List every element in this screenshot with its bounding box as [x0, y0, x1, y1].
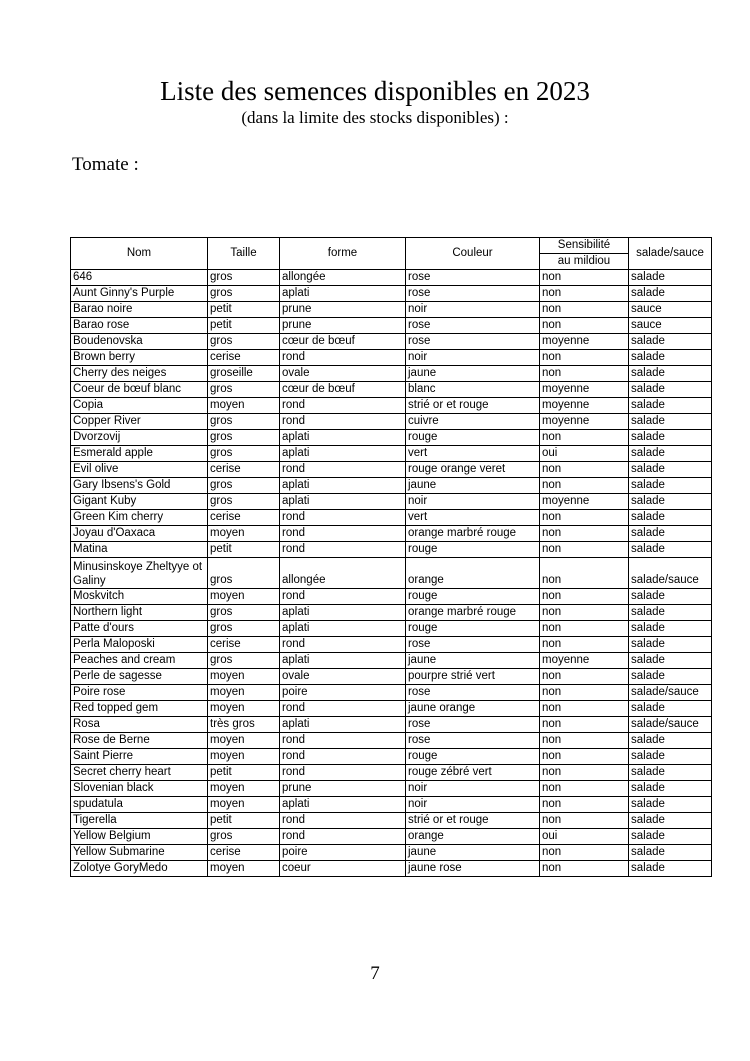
cell-usage: salade: [629, 765, 712, 781]
cell-usage: salade: [629, 382, 712, 398]
cell-taille: cerise: [208, 350, 280, 366]
table-row: [71, 382, 712, 398]
cell-couleur: rose: [406, 286, 540, 302]
cell-couleur: vert: [406, 446, 540, 462]
cell-taille: moyen: [208, 781, 280, 797]
cell-usage: salade: [629, 526, 712, 542]
cell-forme: allongée: [280, 558, 406, 589]
cell-couleur: noir: [406, 350, 540, 366]
cell-couleur: strié or et rouge: [406, 813, 540, 829]
table-row: [71, 542, 712, 558]
cell-nom: Gigant Kuby: [71, 494, 208, 510]
cell-forme: rond: [280, 637, 406, 653]
cell-mildiou: moyenne: [540, 494, 629, 510]
table-row: [71, 318, 712, 334]
cell-mildiou: oui: [540, 446, 629, 462]
cell-forme: cœur de bœuf: [280, 382, 406, 398]
cell-nom: Minusinskoye Zheltyye ot Galiny: [71, 558, 208, 589]
cell-couleur: orange marbré rouge: [406, 605, 540, 621]
cell-couleur: orange marbré rouge: [406, 526, 540, 542]
cell-couleur: rose: [406, 733, 540, 749]
table-row: [71, 558, 712, 589]
page-number: 7: [370, 963, 380, 984]
cell-forme: aplati: [280, 605, 406, 621]
cell-nom: Brown berry: [71, 350, 208, 366]
cell-forme: rond: [280, 749, 406, 765]
cell-taille: gros: [208, 829, 280, 845]
cell-mildiou: non: [540, 510, 629, 526]
cell-couleur: rouge zébré vert: [406, 765, 540, 781]
table-row: [71, 302, 712, 318]
cell-taille: petit: [208, 542, 280, 558]
cell-mildiou: non: [540, 797, 629, 813]
cell-couleur: rose: [406, 270, 540, 286]
cell-usage: salade: [629, 494, 712, 510]
cell-nom: Matina: [71, 542, 208, 558]
cell-forme: prune: [280, 318, 406, 334]
cell-couleur: rose: [406, 318, 540, 334]
cell-couleur: jaune: [406, 366, 540, 382]
cell-taille: moyen: [208, 669, 280, 685]
cell-taille: moyen: [208, 526, 280, 542]
cell-usage: salade: [629, 845, 712, 861]
cell-forme: prune: [280, 302, 406, 318]
cell-mildiou: non: [540, 717, 629, 733]
cell-forme: aplati: [280, 494, 406, 510]
table-row: [71, 494, 712, 510]
cell-forme: rond: [280, 542, 406, 558]
cell-usage: salade: [629, 462, 712, 478]
cell-mildiou: non: [540, 526, 629, 542]
table-row: [71, 637, 712, 653]
cell-forme: rond: [280, 510, 406, 526]
cell-taille: moyen: [208, 861, 280, 877]
header-usage: salade/sauce: [629, 238, 712, 270]
cell-nom: Saint Pierre: [71, 749, 208, 765]
table-row: [71, 430, 712, 446]
cell-couleur: rouge: [406, 621, 540, 637]
cell-couleur: vert: [406, 510, 540, 526]
cell-mildiou: non: [540, 270, 629, 286]
cell-mildiou: non: [540, 621, 629, 637]
cell-nom: Copia: [71, 398, 208, 414]
cell-usage: sauce: [629, 318, 712, 334]
cell-taille: cerise: [208, 462, 280, 478]
cell-forme: ovale: [280, 366, 406, 382]
cell-couleur: blanc: [406, 382, 540, 398]
cell-couleur: rose: [406, 717, 540, 733]
cell-taille: groseille: [208, 366, 280, 382]
cell-nom: Cherry des neiges: [71, 366, 208, 382]
table-row: [71, 462, 712, 478]
cell-forme: rond: [280, 350, 406, 366]
cell-nom: Yellow Belgium: [71, 829, 208, 845]
cell-couleur: rose: [406, 334, 540, 350]
cell-nom: Barao noire: [71, 302, 208, 318]
table-row: [71, 605, 712, 621]
seed-table: [70, 237, 712, 877]
cell-nom: Boudenovska: [71, 334, 208, 350]
cell-usage: salade: [629, 398, 712, 414]
cell-forme: aplati: [280, 717, 406, 733]
cell-taille: gros: [208, 286, 280, 302]
table-body: [71, 270, 712, 877]
cell-usage: salade: [629, 829, 712, 845]
cell-forme: ovale: [280, 669, 406, 685]
table-row: [71, 717, 712, 733]
cell-forme: rond: [280, 701, 406, 717]
cell-mildiou: non: [540, 558, 629, 589]
cell-mildiou: moyenne: [540, 398, 629, 414]
cell-taille: moyen: [208, 797, 280, 813]
table-header: [71, 238, 712, 270]
cell-taille: petit: [208, 765, 280, 781]
cell-couleur: orange: [406, 558, 540, 589]
cell-taille: gros: [208, 621, 280, 637]
header-couleur: Couleur: [406, 238, 540, 270]
cell-nom: Esmerald apple: [71, 446, 208, 462]
cell-nom: Northern light: [71, 605, 208, 621]
cell-forme: poire: [280, 845, 406, 861]
cell-forme: aplati: [280, 653, 406, 669]
cell-nom: Secret cherry heart: [71, 765, 208, 781]
header-nom: Nom: [71, 238, 208, 270]
cell-mildiou: moyenne: [540, 653, 629, 669]
cell-forme: aplati: [280, 286, 406, 302]
cell-usage: salade: [629, 861, 712, 877]
cell-usage: salade: [629, 669, 712, 685]
table-row: [71, 861, 712, 877]
cell-nom: Zolotye GoryMedo: [71, 861, 208, 877]
cell-usage: salade: [629, 414, 712, 430]
cell-mildiou: non: [540, 637, 629, 653]
cell-mildiou: non: [540, 701, 629, 717]
cell-mildiou: non: [540, 318, 629, 334]
cell-nom: Barao rose: [71, 318, 208, 334]
cell-couleur: rouge: [406, 589, 540, 605]
cell-taille: gros: [208, 605, 280, 621]
table-row: [71, 334, 712, 350]
cell-couleur: noir: [406, 781, 540, 797]
cell-nom: Slovenian black: [71, 781, 208, 797]
cell-usage: salade: [629, 637, 712, 653]
cell-usage: salade: [629, 510, 712, 526]
table-row: [71, 781, 712, 797]
table-row: [71, 350, 712, 366]
cell-taille: moyen: [208, 398, 280, 414]
cell-nom: Yellow Submarine: [71, 845, 208, 861]
cell-usage: salade: [629, 286, 712, 302]
cell-usage: salade: [629, 733, 712, 749]
cell-couleur: noir: [406, 302, 540, 318]
cell-forme: rond: [280, 526, 406, 542]
cell-forme: aplati: [280, 797, 406, 813]
cell-mildiou: non: [540, 605, 629, 621]
cell-usage: salade: [629, 270, 712, 286]
cell-couleur: strié or et rouge: [406, 398, 540, 414]
cell-mildiou: moyenne: [540, 334, 629, 350]
cell-mildiou: moyenne: [540, 382, 629, 398]
cell-nom: 646: [71, 270, 208, 286]
cell-usage: salade: [629, 350, 712, 366]
cell-usage: salade: [629, 653, 712, 669]
table-row: [71, 366, 712, 382]
cell-forme: rond: [280, 398, 406, 414]
header-forme: forme: [280, 238, 406, 270]
cell-couleur: jaune orange: [406, 701, 540, 717]
cell-couleur: jaune: [406, 478, 540, 494]
table-row: [71, 653, 712, 669]
cell-mildiou: moyenne: [540, 414, 629, 430]
header-mildiou: au mildiou: [540, 254, 629, 270]
cell-usage: salade/sauce: [629, 685, 712, 701]
table-row: [71, 733, 712, 749]
cell-mildiou: non: [540, 542, 629, 558]
cell-nom: Copper River: [71, 414, 208, 430]
cell-forme: cœur de bœuf: [280, 334, 406, 350]
cell-taille: petit: [208, 318, 280, 334]
cell-usage: salade: [629, 797, 712, 813]
cell-forme: aplati: [280, 430, 406, 446]
cell-usage: salade/sauce: [629, 558, 712, 589]
cell-usage: salade: [629, 701, 712, 717]
cell-forme: rond: [280, 462, 406, 478]
cell-mildiou: non: [540, 478, 629, 494]
cell-couleur: jaune: [406, 845, 540, 861]
cell-forme: aplati: [280, 446, 406, 462]
cell-taille: gros: [208, 446, 280, 462]
cell-forme: coeur: [280, 861, 406, 877]
cell-taille: gros: [208, 478, 280, 494]
cell-nom: Rosa: [71, 717, 208, 733]
table-row: [71, 621, 712, 637]
cell-forme: poire: [280, 685, 406, 701]
table-row: [71, 446, 712, 462]
cell-nom: Rose de Berne: [71, 733, 208, 749]
table-row: [71, 829, 712, 845]
cell-taille: cerise: [208, 845, 280, 861]
cell-taille: petit: [208, 302, 280, 318]
cell-taille: gros: [208, 382, 280, 398]
cell-nom: spudatula: [71, 797, 208, 813]
header-sensibilite: Sensibilité: [540, 238, 629, 254]
cell-nom: Dvorzovij: [71, 430, 208, 446]
cell-usage: salade: [629, 446, 712, 462]
cell-nom: Red topped gem: [71, 701, 208, 717]
cell-couleur: rouge: [406, 542, 540, 558]
cell-taille: gros: [208, 494, 280, 510]
table-row: [71, 845, 712, 861]
cell-usage: salade/sauce: [629, 717, 712, 733]
cell-nom: Peaches and cream: [71, 653, 208, 669]
cell-mildiou: non: [540, 286, 629, 302]
cell-nom: Gary Ibsens's Gold: [71, 478, 208, 494]
cell-mildiou: non: [540, 845, 629, 861]
cell-usage: salade: [629, 813, 712, 829]
cell-mildiou: non: [540, 749, 629, 765]
cell-nom: Tigerella: [71, 813, 208, 829]
cell-forme: rond: [280, 589, 406, 605]
cell-mildiou: non: [540, 813, 629, 829]
cell-taille: moyen: [208, 733, 280, 749]
cell-forme: rond: [280, 414, 406, 430]
cell-usage: salade: [629, 478, 712, 494]
cell-couleur: rose: [406, 637, 540, 653]
cell-nom: Joyau d'Oaxaca: [71, 526, 208, 542]
cell-forme: prune: [280, 781, 406, 797]
cell-forme: rond: [280, 765, 406, 781]
cell-nom: Perle de sagesse: [71, 669, 208, 685]
page-subtitle: (dans la limite des stocks disponibles) :: [241, 108, 509, 127]
cell-taille: moyen: [208, 749, 280, 765]
cell-mildiou: non: [540, 733, 629, 749]
cell-taille: moyen: [208, 701, 280, 717]
cell-couleur: noir: [406, 797, 540, 813]
cell-couleur: rouge orange veret: [406, 462, 540, 478]
cell-couleur: rouge: [406, 430, 540, 446]
table-row: [71, 270, 712, 286]
cell-couleur: cuivre: [406, 414, 540, 430]
cell-taille: cerise: [208, 510, 280, 526]
table-row: [71, 765, 712, 781]
cell-usage: salade: [629, 430, 712, 446]
cell-taille: cerise: [208, 637, 280, 653]
cell-forme: aplati: [280, 478, 406, 494]
cell-taille: très gros: [208, 717, 280, 733]
table-row: [71, 510, 712, 526]
table-row: [71, 701, 712, 717]
cell-mildiou: non: [540, 589, 629, 605]
table-row: [71, 813, 712, 829]
cell-nom: Evil olive: [71, 462, 208, 478]
cell-nom: Moskvitch: [71, 589, 208, 605]
cell-nom: Patte d'ours: [71, 621, 208, 637]
cell-forme: aplati: [280, 621, 406, 637]
table-row: [71, 685, 712, 701]
cell-forme: rond: [280, 733, 406, 749]
cell-couleur: jaune rose: [406, 861, 540, 877]
cell-couleur: rose: [406, 685, 540, 701]
cell-usage: salade: [629, 542, 712, 558]
cell-mildiou: non: [540, 302, 629, 318]
cell-couleur: jaune: [406, 653, 540, 669]
cell-couleur: pourpre strié vert: [406, 669, 540, 685]
cell-couleur: noir: [406, 494, 540, 510]
cell-usage: salade: [629, 781, 712, 797]
cell-mildiou: non: [540, 861, 629, 877]
table-row: [71, 478, 712, 494]
cell-mildiou: non: [540, 430, 629, 446]
cell-usage: sauce: [629, 302, 712, 318]
cell-mildiou: non: [540, 765, 629, 781]
table-row: [71, 797, 712, 813]
cell-forme: rond: [280, 829, 406, 845]
section-heading: Tomate :: [72, 154, 139, 175]
cell-usage: salade: [629, 621, 712, 637]
cell-nom: Poire rose: [71, 685, 208, 701]
cell-mildiou: non: [540, 685, 629, 701]
cell-usage: salade: [629, 366, 712, 382]
cell-taille: gros: [208, 270, 280, 286]
table-row: [71, 398, 712, 414]
cell-mildiou: non: [540, 669, 629, 685]
header-taille: Taille: [208, 238, 280, 270]
cell-mildiou: non: [540, 462, 629, 478]
cell-forme: rond: [280, 813, 406, 829]
cell-taille: gros: [208, 334, 280, 350]
cell-nom: Green Kim cherry: [71, 510, 208, 526]
cell-taille: gros: [208, 414, 280, 430]
cell-mildiou: non: [540, 366, 629, 382]
cell-couleur: orange: [406, 829, 540, 845]
table-row: [71, 414, 712, 430]
cell-usage: salade: [629, 605, 712, 621]
cell-nom: Perla Maloposki: [71, 637, 208, 653]
table-row: [71, 589, 712, 605]
cell-usage: salade: [629, 589, 712, 605]
cell-nom: Coeur de bœuf blanc: [71, 382, 208, 398]
cell-nom: Aunt Ginny's Purple: [71, 286, 208, 302]
cell-usage: salade: [629, 334, 712, 350]
cell-taille: moyen: [208, 589, 280, 605]
table-row: [71, 526, 712, 542]
table-row: [71, 286, 712, 302]
cell-taille: gros: [208, 558, 280, 589]
cell-taille: petit: [208, 813, 280, 829]
cell-usage: salade: [629, 749, 712, 765]
cell-mildiou: non: [540, 781, 629, 797]
cell-taille: moyen: [208, 685, 280, 701]
page-title: Liste des semences disponibles en 2023: [160, 76, 590, 106]
cell-mildiou: oui: [540, 829, 629, 845]
cell-couleur: rouge: [406, 749, 540, 765]
table-row: [71, 749, 712, 765]
cell-taille: gros: [208, 653, 280, 669]
cell-taille: gros: [208, 430, 280, 446]
cell-mildiou: non: [540, 350, 629, 366]
cell-forme: allongée: [280, 270, 406, 286]
table-row: [71, 669, 712, 685]
